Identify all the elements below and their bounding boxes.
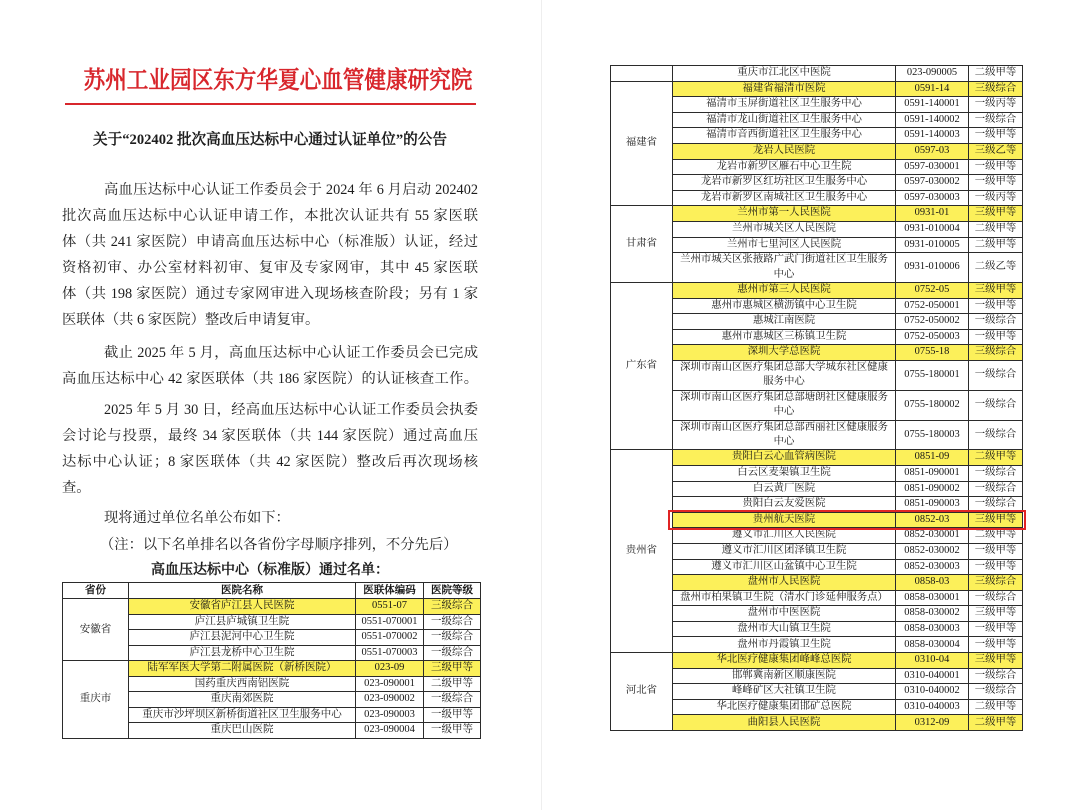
hospital-name-cell: 深圳市南山区医疗集团总部塘朗社区健康服务中心: [673, 390, 896, 420]
page-gutter: [541, 0, 542, 810]
hospital-grade-cell: 一级甲等: [969, 175, 1023, 191]
hospital-name-cell: 安徽省庐江县人民医院: [129, 599, 356, 615]
table-row: [611, 543, 1023, 559]
hospital-name-cell: 福清市音西街道社区卫生服务中心: [673, 128, 896, 144]
hospital-grade-cell: 三级甲等: [969, 653, 1023, 669]
table-row: [611, 237, 1023, 253]
column-header-hospital-grade: 医院等级: [424, 583, 481, 599]
hospital-grade-cell: 三级综合: [424, 599, 481, 615]
hospital-name-cell: 庐江县龙桥中心卫生院: [129, 645, 356, 661]
hospital-grade-cell: 三级甲等: [969, 206, 1023, 222]
hospital-name-cell: 福清市玉屏街道社区卫生服务中心: [673, 97, 896, 113]
hospital-grade-cell: 一级甲等: [424, 723, 481, 739]
table-row: [611, 512, 1023, 528]
hospital-grade-cell: 三级综合: [969, 81, 1023, 97]
alliance-code-cell: 0551-070003: [356, 645, 424, 661]
hospital-grade-cell: 一级综合: [969, 497, 1023, 513]
alliance-code-cell: 0858-03: [896, 575, 969, 591]
hospital-grade-cell: 一级甲等: [969, 559, 1023, 575]
alliance-code-cell: 023-090001: [356, 676, 424, 692]
hospital-name-cell: 遵义市汇川区山盆镇中心卫生院: [673, 559, 896, 575]
hospital-grade-cell: 一级综合: [969, 314, 1023, 330]
hospital-name-cell: 贵阳白云心血管病医院: [673, 450, 896, 466]
hospital-name-cell: 惠州市惠城区三栋镇卫生院: [673, 329, 896, 345]
alliance-code-cell: 0858-030004: [896, 637, 969, 653]
hospital-name-cell: 白云黄厂医院: [673, 481, 896, 497]
hospital-name-cell: 兰州市城关区人民医院: [673, 221, 896, 237]
alliance-code-cell: 0752-050001: [896, 298, 969, 314]
alliance-code-cell: 0752-050003: [896, 329, 969, 345]
province-cell: 重庆市: [63, 661, 129, 739]
province-cell: 甘肃省: [611, 206, 673, 283]
paragraph-line: 会讨论与投票，最终 34 家医联体（共 144 家医院）通过高血压: [62, 428, 478, 444]
hospital-name-cell: 遵义市汇川区团泽镇卫生院: [673, 543, 896, 559]
left-page: [38, 28, 530, 810]
table-row: [611, 699, 1023, 715]
hospital-name-cell: 福建省福清市医院: [673, 81, 896, 97]
alliance-code-cell: 0755-180002: [896, 390, 969, 420]
notice-body: [62, 177, 478, 582]
table-row: [611, 360, 1023, 390]
table-row: [611, 66, 1023, 82]
alliance-code-cell: 0752-050002: [896, 314, 969, 330]
hospital-name-cell: 兰州市城关区张掖路广武门街道社区卫生服务中心: [673, 253, 896, 283]
hospital-name-cell: 盘州市柏果镇卫生院（清水门诊延伸服务点）: [673, 590, 896, 606]
alliance-code-cell: 0858-030001: [896, 590, 969, 606]
hospital-grade-cell: 一级综合: [969, 390, 1023, 420]
ordering-note: （注：以下名单排名以各省份字母顺序排列，不分先后）: [100, 537, 458, 553]
hospital-grade-cell: 二级甲等: [969, 715, 1023, 731]
alliance-code-cell: 0591-140002: [896, 112, 969, 128]
table-row: [611, 575, 1023, 591]
hospital-name-cell: 陆军军医大学第二附属医院（新桥医院）: [129, 661, 356, 677]
alliance-code-cell: 0852-030001: [896, 528, 969, 544]
table-row: [611, 143, 1023, 159]
table-row: [611, 298, 1023, 314]
hospital-name-cell: 重庆市江北区中医院: [673, 66, 896, 82]
table-row: [611, 97, 1023, 113]
hospital-name-cell: 峰峰矿区大社镇卫生院: [673, 684, 896, 700]
paragraph-line: 高血压达标中心 42 家医联体（共 186 家医院）的认证核查工作。: [62, 371, 478, 387]
hospital-name-cell: 盘州市中医医院: [673, 606, 896, 622]
alliance-code-cell: 0755-180003: [896, 420, 969, 450]
hospital-name-cell: 龙岩人民医院: [673, 143, 896, 159]
hospital-name-cell: 兰州市第一人民医院: [673, 206, 896, 222]
hospital-grade-cell: 一级甲等: [969, 621, 1023, 637]
alliance-code-cell: 0551-07: [356, 599, 424, 615]
alliance-code-cell: 0851-09: [896, 450, 969, 466]
paragraph-line: 体（共 198 家医院）通过专家网审进入现场核查阶段；另有 1 家: [62, 286, 478, 302]
list-intro: 现将通过单位名单公布如下：: [104, 510, 290, 526]
hospital-name-cell: 深圳大学总医院: [673, 345, 896, 361]
province-cell: 贵州省: [611, 450, 673, 653]
hospital-name-cell: 龙岩市新罗区雁石中心卫生院: [673, 159, 896, 175]
table-row: [611, 345, 1023, 361]
hospital-name-cell: 盘州市人民医院: [673, 575, 896, 591]
hospital-name-cell: 兰州市七里河区人民医院: [673, 237, 896, 253]
alliance-code-cell: 0591-140003: [896, 128, 969, 144]
alliance-code-cell: 0310-04: [896, 653, 969, 669]
paragraph-line: 查。: [62, 480, 91, 496]
hospital-grade-cell: 二级乙等: [969, 253, 1023, 283]
hospital-grade-cell: 二级甲等: [969, 699, 1023, 715]
table-row: [611, 112, 1023, 128]
alliance-code-cell: 0312-09: [896, 715, 969, 731]
table-row: [611, 390, 1023, 420]
paragraph: [62, 397, 478, 501]
hospital-grade-cell: 一级甲等: [969, 329, 1023, 345]
hospital-grade-cell: 一级甲等: [424, 707, 481, 723]
table-row: [611, 420, 1023, 450]
alliance-code-cell: 0931-010006: [896, 253, 969, 283]
paragraph-line: 资格初审、办公室材料初审、复审及专家网审，其中 45 家医联: [62, 260, 478, 276]
pass-list-table-left: [62, 582, 481, 739]
alliance-code-cell: 0310-040003: [896, 699, 969, 715]
notice-title: 关于“202402 批次高血压达标中心通过认证单位”的公告: [93, 132, 447, 148]
alliance-code-cell: 023-090004: [356, 723, 424, 739]
hospital-name-cell: 曲阳县人民医院: [673, 715, 896, 731]
alliance-code-cell: 0310-040001: [896, 668, 969, 684]
hospital-name-cell: 遵义市汇川区人民医院: [673, 528, 896, 544]
province-cell: [611, 66, 673, 82]
hospital-grade-cell: 一级综合: [424, 614, 481, 630]
hospital-grade-cell: 一级丙等: [969, 190, 1023, 206]
table-body: [611, 66, 1023, 731]
alliance-code-cell: 0597-03: [896, 143, 969, 159]
column-header-hospital-name: 医院名称: [129, 583, 356, 599]
org-name-header: [62, 66, 478, 96]
alliance-code-cell: 0591-14: [896, 81, 969, 97]
hospital-grade-cell: 一级甲等: [969, 159, 1023, 175]
province-cell: 河北省: [611, 653, 673, 731]
alliance-code-cell: 0310-040002: [896, 684, 969, 700]
paragraph-line: 医联体（共 6 家医院）整改后申请复审。: [62, 312, 320, 328]
hospital-name-cell: 深圳市南山区医疗集团总部大学城东社区健康服务中心: [673, 360, 896, 390]
table-header-row: [63, 583, 481, 599]
hospital-name-cell: 华北医疗健康集团邯矿总医院: [673, 699, 896, 715]
hospital-name-cell: 贵州航天医院: [673, 512, 896, 528]
province-cell: 广东省: [611, 282, 673, 449]
hospital-grade-cell: 一级综合: [969, 481, 1023, 497]
hospital-grade-cell: 一级甲等: [969, 637, 1023, 653]
hospital-name-cell: 国药重庆西南铝医院: [129, 676, 356, 692]
table-row: [611, 175, 1023, 191]
table-row: [611, 282, 1023, 298]
hospital-name-cell: 深圳市南山区医疗集团总部西丽社区健康服务中心: [673, 420, 896, 450]
hospital-name-cell: 福清市龙山街道社区卫生服务中心: [673, 112, 896, 128]
hospital-grade-cell: 一级综合: [424, 645, 481, 661]
hospital-grade-cell: 二级甲等: [969, 221, 1023, 237]
hospital-grade-cell: 三级综合: [969, 345, 1023, 361]
table-row: [611, 206, 1023, 222]
table-row: [611, 621, 1023, 637]
table-row: [63, 661, 481, 677]
alliance-code-cell: 023-090003: [356, 707, 424, 723]
table-row: [611, 128, 1023, 144]
hospital-name-cell: 庐江县泥河中心卫生院: [129, 630, 356, 646]
hospital-grade-cell: 一级综合: [969, 420, 1023, 450]
column-header-province: 省份: [63, 583, 129, 599]
table-row: [611, 481, 1023, 497]
table-row: [611, 559, 1023, 575]
paragraph: [62, 340, 478, 392]
hospital-name-cell: 龙岩市新罗区红坊社区卫生服务中心: [673, 175, 896, 191]
hospital-grade-cell: 三级甲等: [969, 512, 1023, 528]
table-row: [611, 715, 1023, 731]
hospital-grade-cell: 三级乙等: [969, 143, 1023, 159]
hospital-name-cell: 重庆南郊医院: [129, 692, 356, 708]
hospital-grade-cell: 一级综合: [969, 590, 1023, 606]
paragraph: [62, 177, 478, 333]
table-row: [611, 653, 1023, 669]
hospital-name-cell: 龙岩市新罗区南城社区卫生服务中心: [673, 190, 896, 206]
hospital-grade-cell: 二级甲等: [969, 237, 1023, 253]
table-row: [611, 190, 1023, 206]
table-row: [611, 684, 1023, 700]
paragraph-line: 达标中心认证；8 家医联体（共 42 家医院）整改后再次现场核: [62, 454, 478, 470]
hospital-grade-cell: 一级综合: [424, 692, 481, 708]
hospital-grade-cell: 二级甲等: [424, 676, 481, 692]
alliance-code-cell: 0858-030003: [896, 621, 969, 637]
paragraph-line: 截止 2025 年 5 月，高血压达标中心认证工作委员会已完成: [104, 345, 478, 361]
hospital-grade-cell: 三级综合: [969, 575, 1023, 591]
table-row: [611, 253, 1023, 283]
hospital-name-cell: 贵阳白云友爱医院: [673, 497, 896, 513]
table-row: [611, 465, 1023, 481]
alliance-code-cell: 023-09: [356, 661, 424, 677]
paragraph-line: 2025 年 5 月 30 日，经高血压达标中心认证工作委员会执委: [104, 402, 478, 418]
hospital-name-cell: 庐江县庐城镇卫生院: [129, 614, 356, 630]
org-name-text: 苏州工业园区东方华夏心血管健康研究院: [83, 68, 473, 94]
alliance-code-cell: 0852-03: [896, 512, 969, 528]
alliance-code-cell: 0931-01: [896, 206, 969, 222]
paragraph-line: 高血压达标中心认证工作委员会于 2024 年 6 月启动 202402: [104, 182, 478, 198]
hospital-name-cell: 惠州市第三人民医院: [673, 282, 896, 298]
hospital-grade-cell: 二级甲等: [969, 450, 1023, 466]
alliance-code-cell: 0931-010004: [896, 221, 969, 237]
hospital-grade-cell: 一级甲等: [969, 128, 1023, 144]
hospital-grade-cell: 二级甲等: [969, 66, 1023, 82]
column-header-alliance-code: 医联体编码: [356, 583, 424, 599]
table-row: [611, 668, 1023, 684]
alliance-code-cell: 0755-180001: [896, 360, 969, 390]
hospital-name-cell: 华北医疗健康集团峰峰总医院: [673, 653, 896, 669]
hospital-grade-cell: 一级甲等: [969, 543, 1023, 559]
table-row: [611, 450, 1023, 466]
table-row: [611, 329, 1023, 345]
hospital-grade-cell: 一级丙等: [969, 97, 1023, 113]
paragraph-line: 批次高血压达标中心认证申请工作，本批次认证共有 55 家医联: [62, 208, 478, 224]
alliance-code-cell: 023-090002: [356, 692, 424, 708]
hospital-grade-cell: 一级综合: [424, 630, 481, 646]
alliance-code-cell: 0551-070001: [356, 614, 424, 630]
table-row: [611, 606, 1023, 622]
table-row: [611, 314, 1023, 330]
header-divider: [65, 103, 476, 105]
alliance-code-cell: 0851-090002: [896, 481, 969, 497]
alliance-code-cell: 0755-18: [896, 345, 969, 361]
table-row: [611, 497, 1023, 513]
alliance-code-cell: 0752-05: [896, 282, 969, 298]
alliance-code-cell: 0591-140001: [896, 97, 969, 113]
table-row: [611, 81, 1023, 97]
alliance-code-cell: 0597-030001: [896, 159, 969, 175]
table-row: [611, 637, 1023, 653]
hospital-name-cell: 邯郸冀南新区顺康医院: [673, 668, 896, 684]
hospital-grade-cell: 一级综合: [969, 465, 1023, 481]
hospital-name-cell: 惠城江南医院: [673, 314, 896, 330]
province-cell: 福建省: [611, 81, 673, 206]
list-title: 高血压达标中心（标准版）通过名单：: [151, 563, 389, 578]
alliance-code-cell: 0551-070002: [356, 630, 424, 646]
hospital-grade-cell: 一级综合: [969, 360, 1023, 390]
alliance-code-cell: 0931-010005: [896, 237, 969, 253]
hospital-grade-cell: 一级甲等: [969, 298, 1023, 314]
table-row: [611, 590, 1023, 606]
hospital-grade-cell: 二级甲等: [969, 528, 1023, 544]
province-cell: 安徽省: [63, 599, 129, 661]
table-row: [611, 528, 1023, 544]
hospital-name-cell: 盘州市丹霞镇卫生院: [673, 637, 896, 653]
alliance-code-cell: 0858-030002: [896, 606, 969, 622]
hospital-grade-cell: 一级综合: [969, 668, 1023, 684]
hospital-grade-cell: 三级甲等: [969, 282, 1023, 298]
paragraph-line: 体（共 241 家医院）申请高血压达标中心（标准版）认证，经过: [62, 234, 478, 250]
hospital-name-cell: 重庆巴山医院: [129, 723, 356, 739]
hospital-name-cell: 盘州市大山镇卫生院: [673, 621, 896, 637]
table-row: [611, 221, 1023, 237]
alliance-code-cell: 0597-030003: [896, 190, 969, 206]
table-row: [63, 599, 481, 615]
pass-list-table-right: [610, 65, 1023, 731]
hospital-grade-cell: 三级甲等: [424, 661, 481, 677]
hospital-name-cell: 惠州市惠城区横沥镇中心卫生院: [673, 298, 896, 314]
alliance-code-cell: 0852-030002: [896, 543, 969, 559]
alliance-code-cell: 0851-090003: [896, 497, 969, 513]
alliance-code-cell: 0851-090001: [896, 465, 969, 481]
hospital-name-cell: 重庆市沙坪坝区新桥街道社区卫生服务中心: [129, 707, 356, 723]
table-row: [611, 159, 1023, 175]
hospital-name-cell: 白云区麦架镇卫生院: [673, 465, 896, 481]
alliance-code-cell: 023-090005: [896, 66, 969, 82]
hospital-grade-cell: 三级甲等: [969, 606, 1023, 622]
table-body: [63, 599, 481, 739]
hospital-grade-cell: 一级综合: [969, 112, 1023, 128]
hospital-grade-cell: 一级综合: [969, 684, 1023, 700]
alliance-code-cell: 0597-030002: [896, 175, 969, 191]
alliance-code-cell: 0852-030003: [896, 559, 969, 575]
right-page: [596, 52, 1042, 810]
